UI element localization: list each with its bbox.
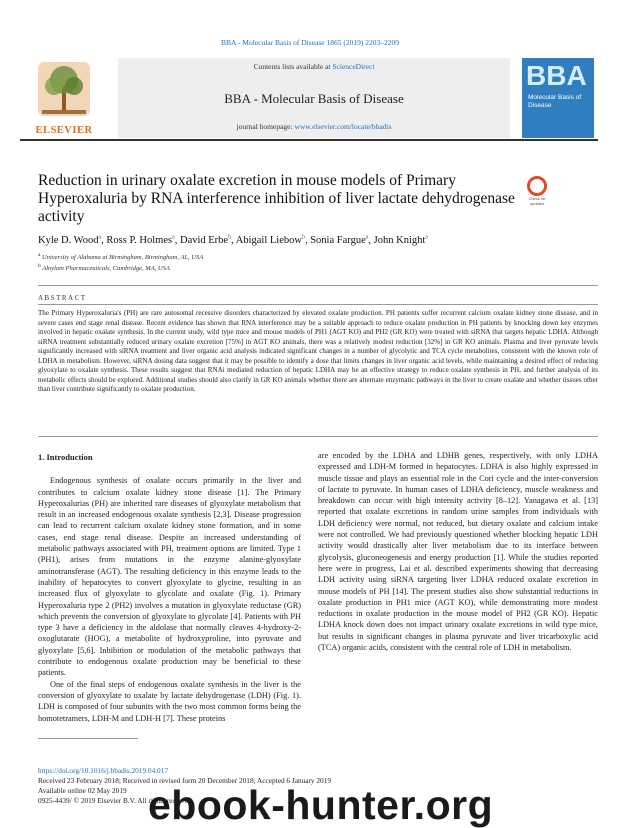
affiliation-item (38, 262, 203, 273)
contents-prefix: Contents lists available at (253, 62, 333, 71)
body-paragraph: Endogenous synthesis of oxalate occurs primarily in the liver and contributes to calcium oxalate kidney stone disease [1]. The Primary Hyperoxalurias (PH) are inherited rare diseases of glyoxylate metabolism that result in an increased endogenous oxalate synthesis [2,3]. Disease progression can lead to recurrent calcium oxalate kidney stone formation, and in some cases, end stage renal disease. Despite an increased understanding of metabolic pathways associated with PH, treatment options are limited. Type 1 (PH1), arises from mutations in the enzyme alanine-glyoxylate aminotransferase (AGT). The resulting deficiency in this enzyme leads to the inability of hepatocytes to convert glyoxylate to glycine, resulting in an increased flux of glyoxylate to glycolate and oxalate (Fig. 1). Primary Hyperoxaluria type 2 (PH2) involves a mutation in glyoxylate reductase (GR) which prevents the conversion of glyoxylate to glycolate [4]. Patients with PH type 3 have a deficiency in the aldolase that normally cleaves 4-hydroxy-2-oxoglutarate (HOG), a metabolite of hydroxyproline, into pyruvate and glyoxylate [5,6]. Inhibition or modulation of the metabolic pathways that contribute to endogenous oxalate production may be beneficial to these patients. (38, 476, 301, 678)
author-separator: , (231, 234, 236, 246)
header-rule (20, 139, 598, 141)
journal-header (118, 58, 510, 138)
author[interactable] (310, 235, 373, 246)
abstract-text: The Primary Hyperoxaluria's (PH) are rare autosomal recessive disorders characterized by elevated oxalate production. PH patients suffer recurrent calcium oxalate kidney stone disease, and in severe cases end stage renal disease. Recent evidence has shown that RNA interference may be a suitable approach to reduce oxalate production in PH patients by knocking down key enzymes involved in hepatic oxalate synthesis. In the current study, wild type mice and mouse models of PH1 (AGT KO) and PH2 (GR KO) were treated with siRNA that targets hepatic LDHA. Although siRNA treatment substantially reduced urinary oxalate excretion [75%] in AGT KO animals, there was a relatively modest reduction [32%] in GR KO animals. Plasma and liver pyruvate levels significantly increased with siRNA treatment and liver organic acid analysis indicated significant changes in a number of glycolytic and TCA cycle metabolites, consistent with the known role of LDHA in metabolism. However, siRNA dosing data suggest that it may be possible to identify a dose that limits changes in liver organic acid levels, while maintaining a desired effect of reducing glyoxylate to oxalate synthesis. These results suggest that RNAi mediated reduction of hepatic LDHA may be an effective strategy to reduce oxalate synthesis in PH, and further analysis of its metabolic effects should be explored. Additional studies should also clarify in GR KO animals whether there are alternate enzymatic pathways in the liver to create oxalate and whether tissues other than liver contribute significantly to oxalate production. (38, 309, 598, 394)
check-for-updates-badge[interactable] (524, 176, 550, 206)
section-heading: 1. Introduction (38, 452, 93, 462)
affiliations (38, 251, 203, 273)
cover-title: BBA (526, 60, 587, 91)
received-dates: Received 23 February 2018; Received in revised form 20 December 2018; Accepted 6 January 2019 (38, 776, 331, 785)
author-name: John Knight (373, 234, 426, 246)
affiliation-link[interactable]: a (365, 234, 369, 240)
homepage-link[interactable]: www.elsevier.com/locate/bbadis (294, 122, 392, 131)
homepage-line (118, 122, 510, 131)
author[interactable] (106, 235, 180, 246)
journal-title[interactable]: BBA - Molecular Basis of Disease (224, 91, 404, 106)
author-separator: , (174, 234, 180, 246)
running-head[interactable]: BBA - Molecular Basis of Disease 1865 (2019) 2203–2209 (221, 38, 399, 47)
watermark-text: ebook-hunter.org (148, 782, 494, 828)
elsevier-logo[interactable] (24, 60, 104, 136)
author[interactable] (180, 235, 236, 246)
abstract-heading-rule (38, 304, 598, 305)
affiliation-text: University of Alabama at Birmingham, Birmingham, AL, USA (42, 254, 204, 262)
check-updates-icon (527, 176, 547, 196)
cover-subtitle: Molecular Basis of Disease (528, 94, 582, 109)
author-separator: , (101, 234, 107, 246)
author-list (38, 234, 598, 246)
affiliation-link[interactable]: a (425, 234, 428, 240)
affiliation-item (38, 251, 203, 262)
author[interactable] (38, 235, 106, 246)
copyright-notice: 0925-4439/ © 2019 Elsevier B.V. All rights reserved. (38, 796, 194, 805)
author-separator: , (368, 234, 374, 246)
affiliation-link[interactable]: a (98, 234, 102, 240)
contents-line (118, 62, 510, 71)
body-paragraph: One of the final steps of endogenous oxalate synthesis in the liver is the conversion of glyoxylate to oxalate by lactate dehydrogenase (LDH) (Fig. 1). LDH is composed of four subunits with the two most common forms being the homotetramers, LDH-M and LDH-H [7]. These proteins (38, 679, 301, 723)
body-paragraph: are encoded by the LDHA and LDHB genes, respectively, with only LDHA expressed and LDH-M formed in hepatocytes. LDHA is also highly expressed in muscle tissue and plays an essential role in the Cori cycle and the inter-conversion of lactate to pyruvate. In human cases of LDHA deficiency, muscle weakness and breakdown can occur with high intensity activity [8–12]. Yanagawa et al. [13] reported that oxalate excretions in random urine samples from individuals with LDH deficiency were normal, not reduced, but dietary oxalate and calcium intake were not controlled. We had previously questioned whether blocking hepatic LDH activity would drastically alter liver metabolism due to its interface between glycolysis, gluconeogenesis and energy production [1]. While the studies reported here were in progress, Lai et al. described experiments showing that decreasing LDH activity using siRNA targeting liver LDHA reduced oxalate excretion in mouse models of PH [14]. The present studies also show substantial reductions in oxalate production in PH1 mice (AGT KO), while demonstrating more modest reductions in oxalate production in the mouse model of PH2 (GR KO). Hepatic LDHA knock down does not impact urinary oxalate excretions in wild type mice, but results in significant changes in plasma pyruvate and liver tricarboxylic acid (TCA) organic acids, consistent with the central role of LDH in metabolism. (318, 451, 598, 653)
affiliation-marker: b (38, 263, 41, 270)
author-separator: , (304, 234, 311, 246)
abstract-bottom-rule (38, 436, 598, 437)
author-name: Kyle D. Wood (38, 234, 99, 246)
available-online: Available online 02 May 2019 (38, 786, 127, 795)
article-title: Reduction in urinary oxalate excretion in mouse models of Primary Hyperoxaluria by RNA interference inhibition of liver lactate dehydrogenase activity (38, 172, 515, 225)
sciencedirect-link[interactable]: ScienceDirect (332, 62, 375, 71)
publisher-logo-text: ELSEVIER (35, 125, 93, 136)
affiliation-link[interactable]: b (301, 234, 305, 240)
affiliation-marker: a (38, 252, 41, 258)
author[interactable] (374, 235, 428, 246)
homepage-prefix: journal homepage: (236, 122, 295, 131)
author[interactable] (236, 235, 310, 246)
right-column (318, 450, 598, 653)
tree-emblem-icon (38, 62, 90, 116)
abstract-top-rule (38, 285, 598, 286)
author-name: David Erbe (179, 234, 229, 246)
affiliation-link[interactable]: b (228, 234, 232, 240)
author-name: Ross P. Holmes (106, 234, 173, 246)
check-badge-label: Check for updates (528, 196, 546, 206)
journal-cover[interactable] (522, 58, 594, 138)
affiliation-link[interactable]: a (172, 234, 175, 240)
author-name: Abigail Liebow (235, 234, 302, 246)
footnote-rule (38, 738, 138, 739)
abstract-heading: ABSTRACT (38, 294, 87, 302)
affiliation-text: Alnylam Pharmaceuticals, Cambridge, MA, USA (42, 265, 170, 273)
author-name: Sonia Fargue (310, 234, 366, 246)
left-column (38, 452, 301, 724)
doi-link[interactable]: https://doi.org/10.1016/j.bbadis.2019.04.017 (38, 766, 168, 775)
